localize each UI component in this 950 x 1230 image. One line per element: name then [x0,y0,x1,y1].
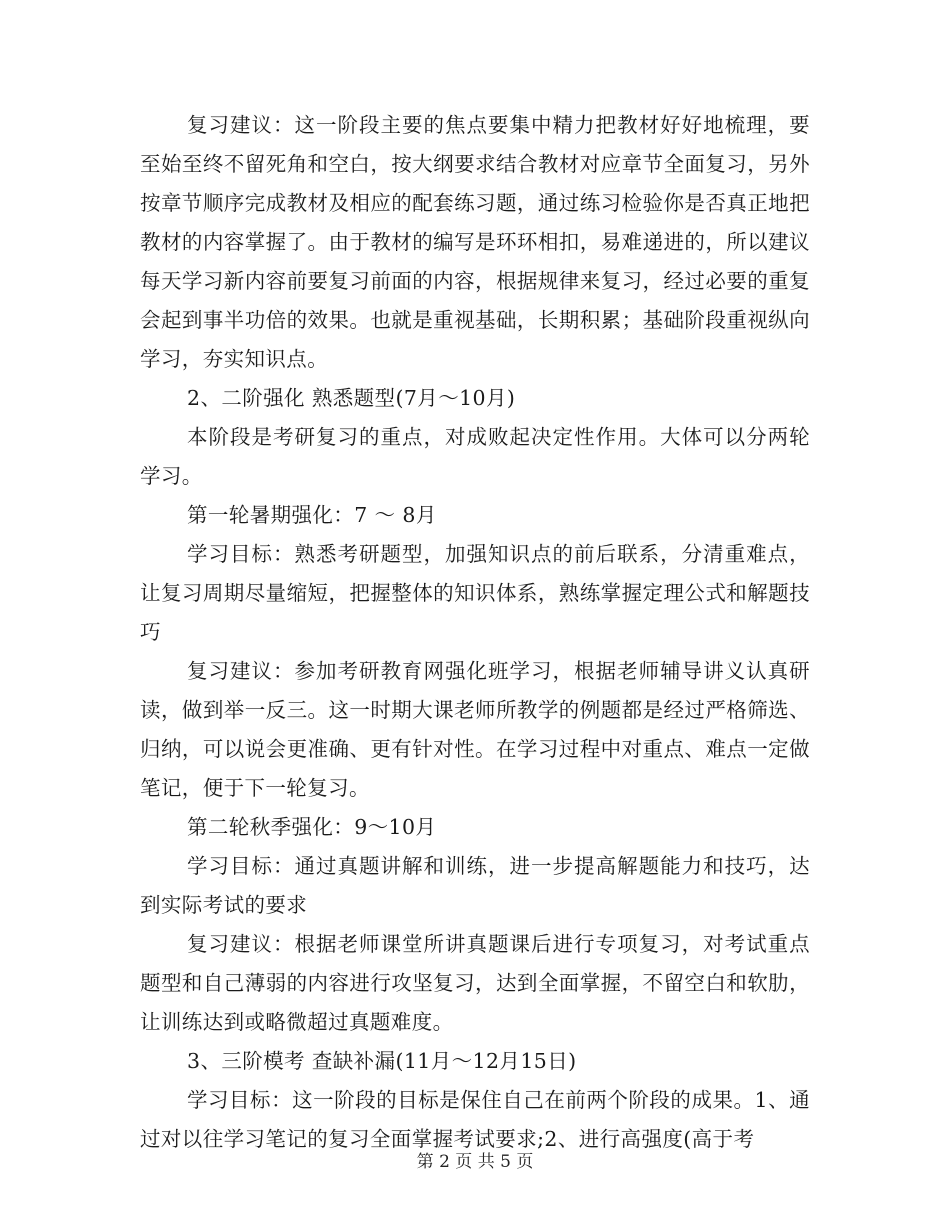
heading-round-2: 第二轮秋季强化：9～10月 [187,815,437,839]
heading-stage-2: 2、二阶强化 熟悉题型(7月～10月) [187,386,516,410]
body-text [140,106,810,1159]
heading-stage-3: 3、三阶模考 查缺补漏(11月～12月15日) [187,1049,577,1073]
paragraph-round-2-goal: 学习目标：通过真题讲解和训练，进一步提高解题能力和技巧，达到实际考试的要求 [140,854,810,917]
paragraph-round-1-advice: 复习建议：参加考研教育网强化班学习，根据老师辅导讲义认真研读，做到举一反三。这一时期大课老师所教学的例题都是经过严格筛选、归纳，可以说会更准确、更有针对性。在学习过程中对重点、难点一定做笔记，便于下一轮复习。 [140,659,810,800]
paragraph-review-advice-1: 复习建议：这一阶段主要的焦点要集中精力把教材好好地梳理，要至始至终不留死角和空白，按大纲要求结合教材对应章节全面复习，另外按章节顺序完成教材及相应的配套练习题，通过练习检验你是否真正地把教材的内容掌握了。由于教材的编写是环环相扣，易难递进的，所以建议每天学习新内容前要复习前面的内容，根据规律来复习，经过必要的重复会起到事半功倍的效果。也就是重视基础，长期积累；基础阶段重视纵向学习，夯实知识点。 [140,113,810,371]
heading-round-1: 第一轮暑期强化：7 ～ 8月 [187,503,437,527]
paragraph-stage-3-goal: 学习目标：这一阶段的目标是保住自己在前两个阶段的成果。1、通过对以往学习笔记的复习全面掌握考试要求;2、进行高强度(高于考 [140,1088,810,1151]
paragraph-round-1-goal: 学习目标：熟悉考研题型，加强知识点的前后联系，分清重难点，让复习周期尽量缩短，把握整体的知识体系，熟练掌握定理公式和解题技巧 [140,542,810,644]
paragraph-stage-2-intro: 本阶段是考研复习的重点，对成败起决定性作用。大体可以分两轮学习。 [140,425,810,488]
page-number-footer: 第 2 页 共 5 页 [416,1152,534,1172]
paragraph-round-2-advice: 复习建议：根据老师课堂所讲真题课后进行专项复习，对考试重点题型和自己薄弱的内容进行攻坚复习，达到全面掌握，不留空白和软肋，让训练达到或略微超过真题难度。 [140,932,810,1034]
